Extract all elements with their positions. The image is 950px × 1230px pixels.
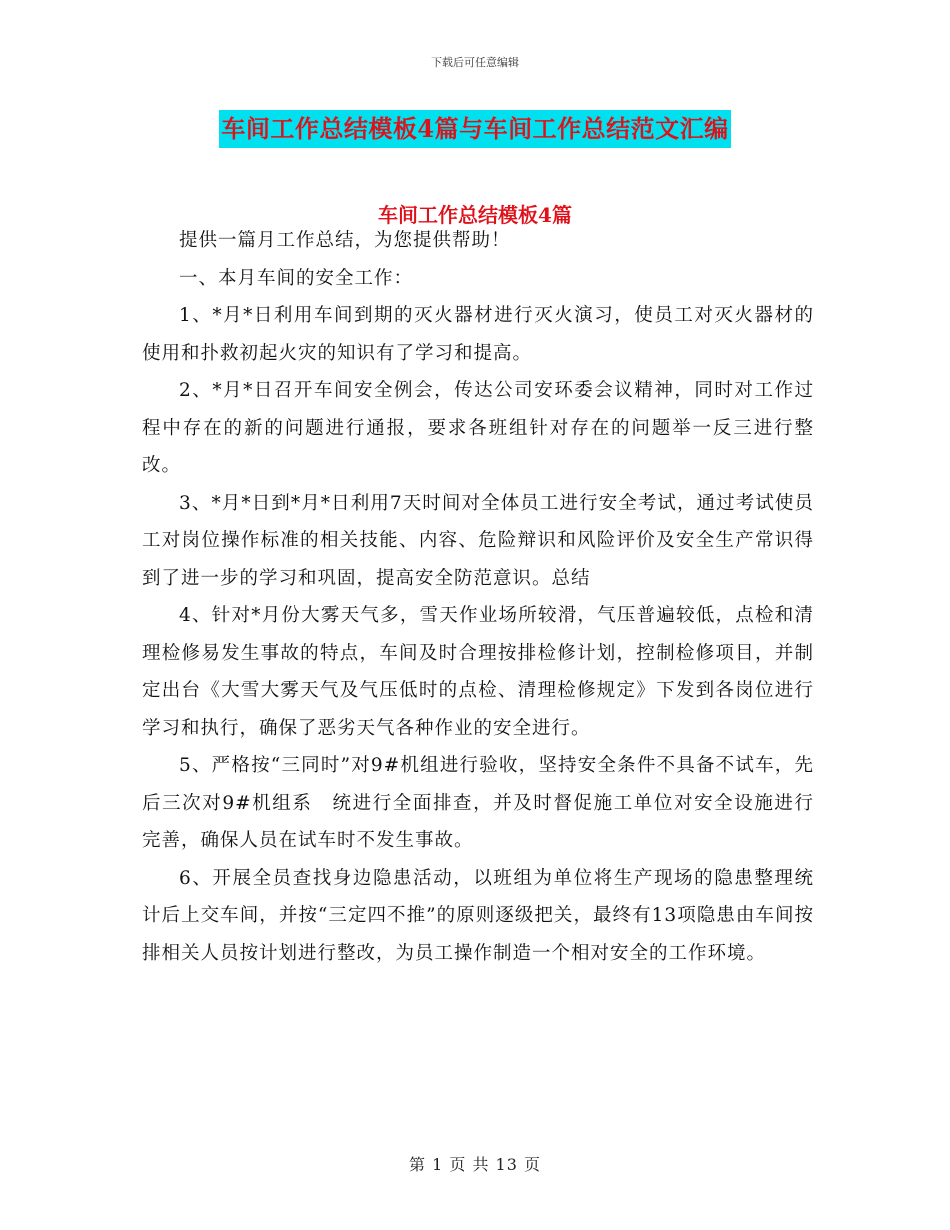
paragraph-item-5: 5、严格按“三同时”对9#机组进行验收，坚持安全条件不具备不试车，先后三次对9#机组系 统进行全面排查，并及时督促施工单位对安全设施进行完善，确保人员在试车时不发生事故。	[142, 755, 814, 851]
paragraph-item-3: 3、*月*日到*月*日利用7天时间对全体员工进行安全考试，通过考试使员工对岗位操作标准的相关技能、内容、危险辩识和风险评价及安全生产常识得到了进一步的学习和巩固，提高安全防范意识。总结	[142, 492, 814, 589]
paragraph-item-6: 6、开展全员查找身边隐患活动，以班组为单位将生产现场的隐患整理统计后上交车间，并按“三定四不推”的原则逐级把关，最终有13项隐患由车间按排相关人员按计划进行整改，为员工操作制造一个相对安全的工作环境。	[142, 867, 814, 964]
paragraph-intro: 提供一篇月工作总结，为您提供帮助！	[179, 230, 511, 251]
paragraph-heading-safety: 一、本月车间的安全工作：	[179, 267, 414, 289]
paragraph-item-2: 2、*月*日召开车间安全例会，传达公司安环委会议精神，同时对工作过程中存在的新的问题进行通报，要求各班组针对存在的问题举一反三进行整改。	[142, 380, 814, 476]
page-header-note: 下载后可任意编辑	[431, 56, 519, 69]
paragraph-item-4: 4、针对*月份大雾天气多，雪天作业场所较滑，气压普遍较低，点检和清理检修易发生事故的特点，车间及时合理按排检修计划，控制检修项目，并制定出台《大雪大雾天气及气压低时的点检、清理检修规定》下发到各岗位进行学习和执行，确保了恶劣天气各种作业的安全进行。	[142, 605, 814, 739]
paragraph-item-1: 1、*月*日利用车间到期的灭火器材进行灭火演习，使员工对灭火器材的使用和扑救初起火灾的知识有了学习和提高。	[142, 305, 814, 364]
document-body	[142, 222, 814, 972]
section-title: 车间工作总结模板4篇	[378, 203, 572, 227]
document-title-container	[0, 110, 950, 148]
document-title: 车间工作总结模板4篇与车间工作总结范文汇编	[219, 110, 730, 148]
page-footer-page-number: 第 1 页 共 13 页	[409, 1155, 541, 1174]
